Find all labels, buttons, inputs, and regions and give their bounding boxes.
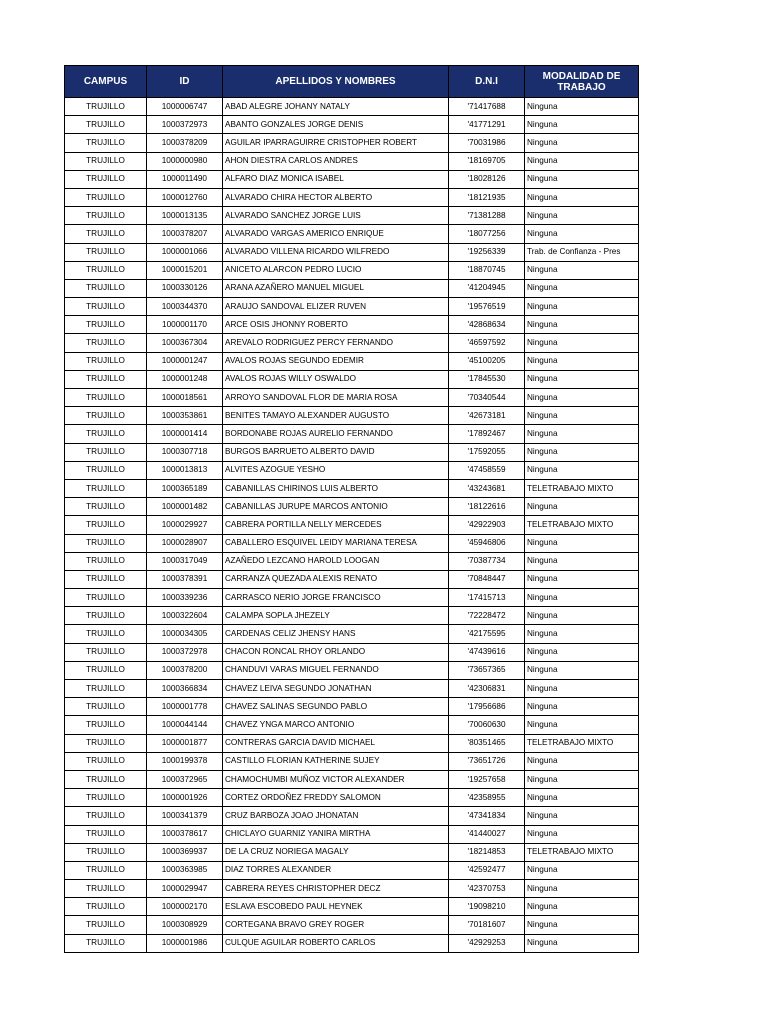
cell-modality: TELETRABAJO MIXTO <box>525 843 639 861</box>
cell-dni: '45100205 <box>449 352 525 370</box>
cell-modality: Ninguna <box>525 807 639 825</box>
cell-id: 1000001066 <box>147 243 223 261</box>
cell-campus: TRUJILLO <box>65 716 147 734</box>
cell-name: ABANTO GONZALES JORGE DENIS <box>223 116 449 134</box>
table-row <box>65 534 639 552</box>
cell-dni: '45946806 <box>449 534 525 552</box>
cell-modality: Ninguna <box>525 789 639 807</box>
cell-campus: TRUJILLO <box>65 570 147 588</box>
table-row <box>65 188 639 206</box>
cell-id: 1000029927 <box>147 516 223 534</box>
cell-campus: TRUJILLO <box>65 188 147 206</box>
table-row <box>65 98 639 116</box>
table-row <box>65 116 639 134</box>
table-row <box>65 407 639 425</box>
cell-dni: '17845530 <box>449 370 525 388</box>
cell-dni: '47341834 <box>449 807 525 825</box>
table-row <box>65 134 639 152</box>
table-row <box>65 498 639 516</box>
cell-campus: TRUJILLO <box>65 643 147 661</box>
cell-id: 1000322604 <box>147 607 223 625</box>
cell-campus: TRUJILLO <box>65 552 147 570</box>
cell-dni: '70387734 <box>449 552 525 570</box>
table-row <box>65 243 639 261</box>
cell-dni: '17415713 <box>449 589 525 607</box>
cell-name: CHAVEZ SALINAS SEGUNDO PABLO <box>223 698 449 716</box>
cell-dni: '42306831 <box>449 680 525 698</box>
cell-campus: TRUJILLO <box>65 134 147 152</box>
table-row <box>65 334 639 352</box>
cell-name: CRUZ BARBOZA JOAO JHONATAN <box>223 807 449 825</box>
table-row <box>65 389 639 407</box>
cell-campus: TRUJILLO <box>65 698 147 716</box>
cell-modality: Ninguna <box>525 389 639 407</box>
table-row <box>65 607 639 625</box>
cell-name: CHACON RONCAL RHOY ORLANDO <box>223 643 449 661</box>
cell-id: 1000363985 <box>147 861 223 879</box>
cell-modality: Ninguna <box>525 134 639 152</box>
cell-campus: TRUJILLO <box>65 843 147 861</box>
cell-campus: TRUJILLO <box>65 261 147 279</box>
cell-modality: Ninguna <box>525 152 639 170</box>
cell-modality: Ninguna <box>525 916 639 934</box>
cell-modality: Ninguna <box>525 98 639 116</box>
cell-dni: '18122616 <box>449 498 525 516</box>
cell-id: 1000378617 <box>147 825 223 843</box>
table-row <box>65 589 639 607</box>
cell-dni: '72228472 <box>449 607 525 625</box>
header-id: ID <box>147 66 223 98</box>
cell-campus: TRUJILLO <box>65 516 147 534</box>
cell-id: 1000015201 <box>147 261 223 279</box>
cell-modality: Ninguna <box>525 261 639 279</box>
cell-name: BENITES TAMAYO ALEXANDER AUGUSTO <box>223 407 449 425</box>
cell-id: 1000001170 <box>147 316 223 334</box>
cell-modality: TELETRABAJO MIXTO <box>525 734 639 752</box>
cell-id: 1000378391 <box>147 570 223 588</box>
cell-campus: TRUJILLO <box>65 389 147 407</box>
cell-modality: Ninguna <box>525 570 639 588</box>
cell-modality: Ninguna <box>525 188 639 206</box>
cell-dni: '70340544 <box>449 389 525 407</box>
table-header-row <box>65 66 639 98</box>
cell-id: 1000018561 <box>147 389 223 407</box>
cell-name: CABRERA PORTILLA NELLY MERCEDES <box>223 516 449 534</box>
cell-id: 1000369937 <box>147 843 223 861</box>
cell-campus: TRUJILLO <box>65 243 147 261</box>
cell-modality: Ninguna <box>525 225 639 243</box>
cell-campus: TRUJILLO <box>65 734 147 752</box>
cell-dni: '19576519 <box>449 298 525 316</box>
cell-name: ARAUJO SANDOVAL ELIZER RUVEN <box>223 298 449 316</box>
cell-modality: Ninguna <box>525 680 639 698</box>
cell-campus: TRUJILLO <box>65 589 147 607</box>
table-row <box>65 516 639 534</box>
cell-campus: TRUJILLO <box>65 498 147 516</box>
table-row <box>65 916 639 934</box>
cell-id: 1000367304 <box>147 334 223 352</box>
cell-modality: Ninguna <box>525 898 639 916</box>
cell-id: 1000378200 <box>147 661 223 679</box>
cell-name: AZAÑEDO LEZCANO HAROLD LOOGAN <box>223 552 449 570</box>
cell-name: CORTEGANA BRAVO GREY ROGER <box>223 916 449 934</box>
cell-id: 1000001926 <box>147 789 223 807</box>
cell-dni: '42592477 <box>449 861 525 879</box>
cell-modality: Ninguna <box>525 170 639 188</box>
table-row <box>65 861 639 879</box>
table-row <box>65 370 639 388</box>
cell-modality: Ninguna <box>525 607 639 625</box>
cell-dni: '42175595 <box>449 625 525 643</box>
cell-dni: '70181607 <box>449 916 525 934</box>
cell-campus: TRUJILLO <box>65 861 147 879</box>
cell-dni: '80351465 <box>449 734 525 752</box>
cell-id: 1000339236 <box>147 589 223 607</box>
cell-modality: Ninguna <box>525 643 639 661</box>
table-row <box>65 479 639 497</box>
cell-modality: Ninguna <box>525 279 639 297</box>
cell-dni: '46597592 <box>449 334 525 352</box>
table-row <box>65 625 639 643</box>
cell-modality: Ninguna <box>525 716 639 734</box>
cell-campus: TRUJILLO <box>65 298 147 316</box>
cell-name: CONTRERAS GARCIA DAVID MICHAEL <box>223 734 449 752</box>
cell-id: 1000344370 <box>147 298 223 316</box>
table-row <box>65 643 639 661</box>
cell-dni: '70848447 <box>449 570 525 588</box>
cell-name: ALVARADO CHIRA HECTOR ALBERTO <box>223 188 449 206</box>
cell-campus: TRUJILLO <box>65 752 147 770</box>
table-row <box>65 552 639 570</box>
cell-modality: Ninguna <box>525 443 639 461</box>
cell-campus: TRUJILLO <box>65 370 147 388</box>
cell-id: 1000365189 <box>147 479 223 497</box>
cell-id: 1000372965 <box>147 770 223 788</box>
header-name: APELLIDOS Y NOMBRES <box>223 66 449 98</box>
cell-name: ARCE OSIS JHONNY ROBERTO <box>223 316 449 334</box>
cell-name: CHAVEZ LEIVA SEGUNDO JONATHAN <box>223 680 449 698</box>
cell-dni: '43243681 <box>449 479 525 497</box>
cell-dni: '41771291 <box>449 116 525 134</box>
cell-id: 1000001778 <box>147 698 223 716</box>
cell-dni: '18169705 <box>449 152 525 170</box>
cell-name: CABRERA REYES CHRISTOPHER DECZ <box>223 880 449 898</box>
table-row <box>65 680 639 698</box>
cell-modality: Ninguna <box>525 661 639 679</box>
cell-id: 1000013135 <box>147 207 223 225</box>
cell-id: 1000330126 <box>147 279 223 297</box>
cell-campus: TRUJILLO <box>65 479 147 497</box>
cell-id: 1000001247 <box>147 352 223 370</box>
cell-name: CARDENAS CELIZ JHENSY HANS <box>223 625 449 643</box>
cell-campus: TRUJILLO <box>65 916 147 934</box>
cell-dni: '19098210 <box>449 898 525 916</box>
table-row <box>65 443 639 461</box>
cell-modality: Trab. de Confianza - Pres <box>525 243 639 261</box>
cell-id: 1000044144 <box>147 716 223 734</box>
table-body <box>65 98 639 953</box>
cell-modality: Ninguna <box>525 880 639 898</box>
cell-name: ALVARADO VILLENA RICARDO WILFREDO <box>223 243 449 261</box>
table-row <box>65 698 639 716</box>
cell-dni: '73651726 <box>449 752 525 770</box>
cell-name: AREVALO RODRIGUEZ PERCY FERNANDO <box>223 334 449 352</box>
cell-modality: Ninguna <box>525 352 639 370</box>
cell-campus: TRUJILLO <box>65 425 147 443</box>
cell-dni: '19257658 <box>449 770 525 788</box>
cell-id: 1000006747 <box>147 98 223 116</box>
cell-campus: TRUJILLO <box>65 98 147 116</box>
cell-name: CHANDUVI VARAS MIGUEL FERNANDO <box>223 661 449 679</box>
cell-modality: Ninguna <box>525 407 639 425</box>
cell-campus: TRUJILLO <box>65 880 147 898</box>
cell-name: CULQUE AGUILAR ROBERTO CARLOS <box>223 934 449 952</box>
cell-id: 1000353861 <box>147 407 223 425</box>
cell-dni: '41204945 <box>449 279 525 297</box>
cell-dni: '18028126 <box>449 170 525 188</box>
table-row <box>65 352 639 370</box>
cell-dni: '47439616 <box>449 643 525 661</box>
cell-id: 1000029947 <box>147 880 223 898</box>
cell-dni: '19256339 <box>449 243 525 261</box>
cell-campus: TRUJILLO <box>65 607 147 625</box>
table-row <box>65 661 639 679</box>
cell-name: CABANILLAS JURUPE MARCOS ANTONIO <box>223 498 449 516</box>
cell-modality: Ninguna <box>525 461 639 479</box>
cell-name: CABANILLAS CHIRINOS LUIS ALBERTO <box>223 479 449 497</box>
cell-name: BURGOS BARRUETO ALBERTO DAVID <box>223 443 449 461</box>
cell-dni: '18077256 <box>449 225 525 243</box>
cell-name: CABALLERO ESQUIVEL LEIDY MARIANA TERESA <box>223 534 449 552</box>
cell-id: 1000341379 <box>147 807 223 825</box>
cell-modality: Ninguna <box>525 534 639 552</box>
cell-dni: '71417688 <box>449 98 525 116</box>
cell-dni: '17892467 <box>449 425 525 443</box>
cell-campus: TRUJILLO <box>65 352 147 370</box>
cell-name: BORDONABE ROJAS AURELIO FERNANDO <box>223 425 449 443</box>
cell-campus: TRUJILLO <box>65 152 147 170</box>
cell-dni: '70060630 <box>449 716 525 734</box>
table-row <box>65 225 639 243</box>
cell-id: 1000372978 <box>147 643 223 661</box>
table-row <box>65 734 639 752</box>
cell-modality: Ninguna <box>525 116 639 134</box>
cell-dni: '18870745 <box>449 261 525 279</box>
table-row <box>65 825 639 843</box>
cell-campus: TRUJILLO <box>65 807 147 825</box>
cell-modality: Ninguna <box>525 934 639 952</box>
table-row <box>65 298 639 316</box>
cell-name: CALAMPA SOPLA JHEZELY <box>223 607 449 625</box>
table-row <box>65 316 639 334</box>
cell-name: ANICETO ALARCON PEDRO LUCIO <box>223 261 449 279</box>
cell-dni: '42922903 <box>449 516 525 534</box>
personnel-table <box>64 65 639 953</box>
cell-name: CHICLAYO GUARNIZ YANIRA MIRTHA <box>223 825 449 843</box>
table-row <box>65 880 639 898</box>
cell-name: DE LA CRUZ NORIEGA MAGALY <box>223 843 449 861</box>
table-row <box>65 934 639 952</box>
cell-name: DIAZ TORRES ALEXANDER <box>223 861 449 879</box>
cell-id: 1000378207 <box>147 225 223 243</box>
table-row <box>65 152 639 170</box>
header-dni: D.N.I <box>449 66 525 98</box>
cell-modality: Ninguna <box>525 625 639 643</box>
cell-name: ALVITES AZOGUE YESHO <box>223 461 449 479</box>
cell-id: 1000012760 <box>147 188 223 206</box>
table-row <box>65 425 639 443</box>
cell-name: ALVARADO SANCHEZ JORGE LUIS <box>223 207 449 225</box>
cell-campus: TRUJILLO <box>65 625 147 643</box>
cell-dni: '17592055 <box>449 443 525 461</box>
cell-id: 1000011490 <box>147 170 223 188</box>
cell-modality: Ninguna <box>525 425 639 443</box>
table-row <box>65 261 639 279</box>
cell-name: CARRASCO NERIO JORGE FRANCISCO <box>223 589 449 607</box>
cell-campus: TRUJILLO <box>65 680 147 698</box>
table-row <box>65 716 639 734</box>
cell-modality: TELETRABAJO MIXTO <box>525 516 639 534</box>
cell-id: 1000034305 <box>147 625 223 643</box>
cell-name: AVALOS ROJAS WILLY OSWALDO <box>223 370 449 388</box>
cell-modality: Ninguna <box>525 861 639 879</box>
table-row <box>65 843 639 861</box>
cell-id: 1000001986 <box>147 934 223 952</box>
cell-id: 1000199378 <box>147 752 223 770</box>
table-row <box>65 752 639 770</box>
cell-id: 1000378209 <box>147 134 223 152</box>
cell-campus: TRUJILLO <box>65 898 147 916</box>
cell-name: ARANA AZAÑERO MANUEL MIGUEL <box>223 279 449 297</box>
table-row <box>65 770 639 788</box>
cell-name: ABAD ALEGRE JOHANY NATALY <box>223 98 449 116</box>
cell-campus: TRUJILLO <box>65 534 147 552</box>
cell-id: 1000372973 <box>147 116 223 134</box>
cell-id: 1000308929 <box>147 916 223 934</box>
cell-campus: TRUJILLO <box>65 407 147 425</box>
header-campus: CAMPUS <box>65 66 147 98</box>
cell-name: AGUILAR IPARRAGUIRRE CRISTOPHER ROBERT <box>223 134 449 152</box>
table-row <box>65 207 639 225</box>
cell-id: 1000001248 <box>147 370 223 388</box>
cell-name: CASTILLO FLORIAN KATHERINE SUJEY <box>223 752 449 770</box>
cell-dni: '71381288 <box>449 207 525 225</box>
cell-name: ESLAVA ESCOBEDO PAUL HEYNEK <box>223 898 449 916</box>
cell-campus: TRUJILLO <box>65 770 147 788</box>
cell-dni: '18214853 <box>449 843 525 861</box>
table-row <box>65 170 639 188</box>
table-row <box>65 279 639 297</box>
cell-campus: TRUJILLO <box>65 170 147 188</box>
cell-id: 1000317049 <box>147 552 223 570</box>
cell-dni: '70031986 <box>449 134 525 152</box>
cell-modality: Ninguna <box>525 770 639 788</box>
cell-modality: Ninguna <box>525 698 639 716</box>
cell-campus: TRUJILLO <box>65 825 147 843</box>
cell-campus: TRUJILLO <box>65 443 147 461</box>
cell-campus: TRUJILLO <box>65 661 147 679</box>
cell-dni: '42358955 <box>449 789 525 807</box>
cell-name: CHAVEZ YNGA MARCO ANTONIO <box>223 716 449 734</box>
cell-campus: TRUJILLO <box>65 934 147 952</box>
cell-id: 1000013813 <box>147 461 223 479</box>
cell-name: ALFARO DIAZ MONICA ISABEL <box>223 170 449 188</box>
cell-dni: '47458559 <box>449 461 525 479</box>
cell-modality: Ninguna <box>525 552 639 570</box>
cell-modality: TELETRABAJO MIXTO <box>525 479 639 497</box>
cell-name: AVALOS ROJAS SEGUNDO EDEMIR <box>223 352 449 370</box>
cell-modality: Ninguna <box>525 752 639 770</box>
cell-dni: '17956686 <box>449 698 525 716</box>
cell-id: 1000366834 <box>147 680 223 698</box>
cell-name: ALVARADO VARGAS AMERICO ENRIQUE <box>223 225 449 243</box>
cell-modality: Ninguna <box>525 316 639 334</box>
cell-dni: '18121935 <box>449 188 525 206</box>
cell-dni: '42370753 <box>449 880 525 898</box>
cell-id: 1000028907 <box>147 534 223 552</box>
cell-dni: '73657365 <box>449 661 525 679</box>
cell-name: AHON DIESTRA CARLOS ANDRES <box>223 152 449 170</box>
cell-campus: TRUJILLO <box>65 279 147 297</box>
table-row <box>65 570 639 588</box>
cell-id: 1000001414 <box>147 425 223 443</box>
cell-id: 1000001482 <box>147 498 223 516</box>
table-row <box>65 807 639 825</box>
cell-name: CHAMOCHUMBI MUÑOZ VICTOR ALEXANDER <box>223 770 449 788</box>
cell-modality: Ninguna <box>525 370 639 388</box>
cell-modality: Ninguna <box>525 334 639 352</box>
cell-campus: TRUJILLO <box>65 334 147 352</box>
cell-id: 1000002170 <box>147 898 223 916</box>
cell-id: 1000001877 <box>147 734 223 752</box>
cell-dni: '41440027 <box>449 825 525 843</box>
header-modality: MODALIDAD DE TRABAJO <box>525 66 639 98</box>
cell-dni: '42673181 <box>449 407 525 425</box>
cell-campus: TRUJILLO <box>65 225 147 243</box>
cell-modality: Ninguna <box>525 825 639 843</box>
cell-campus: TRUJILLO <box>65 461 147 479</box>
cell-modality: Ninguna <box>525 207 639 225</box>
cell-name: CORTEZ ORDOÑEZ FREDDY SALOMON <box>223 789 449 807</box>
cell-dni: '42868634 <box>449 316 525 334</box>
table-row <box>65 789 639 807</box>
cell-dni: '42929253 <box>449 934 525 952</box>
table-row <box>65 898 639 916</box>
cell-id: 1000000980 <box>147 152 223 170</box>
cell-modality: Ninguna <box>525 589 639 607</box>
cell-campus: TRUJILLO <box>65 116 147 134</box>
cell-id: 1000307718 <box>147 443 223 461</box>
cell-modality: Ninguna <box>525 498 639 516</box>
table-row <box>65 461 639 479</box>
cell-modality: Ninguna <box>525 298 639 316</box>
cell-campus: TRUJILLO <box>65 316 147 334</box>
cell-campus: TRUJILLO <box>65 207 147 225</box>
cell-name: ARROYO SANDOVAL FLOR DE MARIA ROSA <box>223 389 449 407</box>
cell-campus: TRUJILLO <box>65 789 147 807</box>
cell-name: CARRANZA QUEZADA ALEXIS RENATO <box>223 570 449 588</box>
